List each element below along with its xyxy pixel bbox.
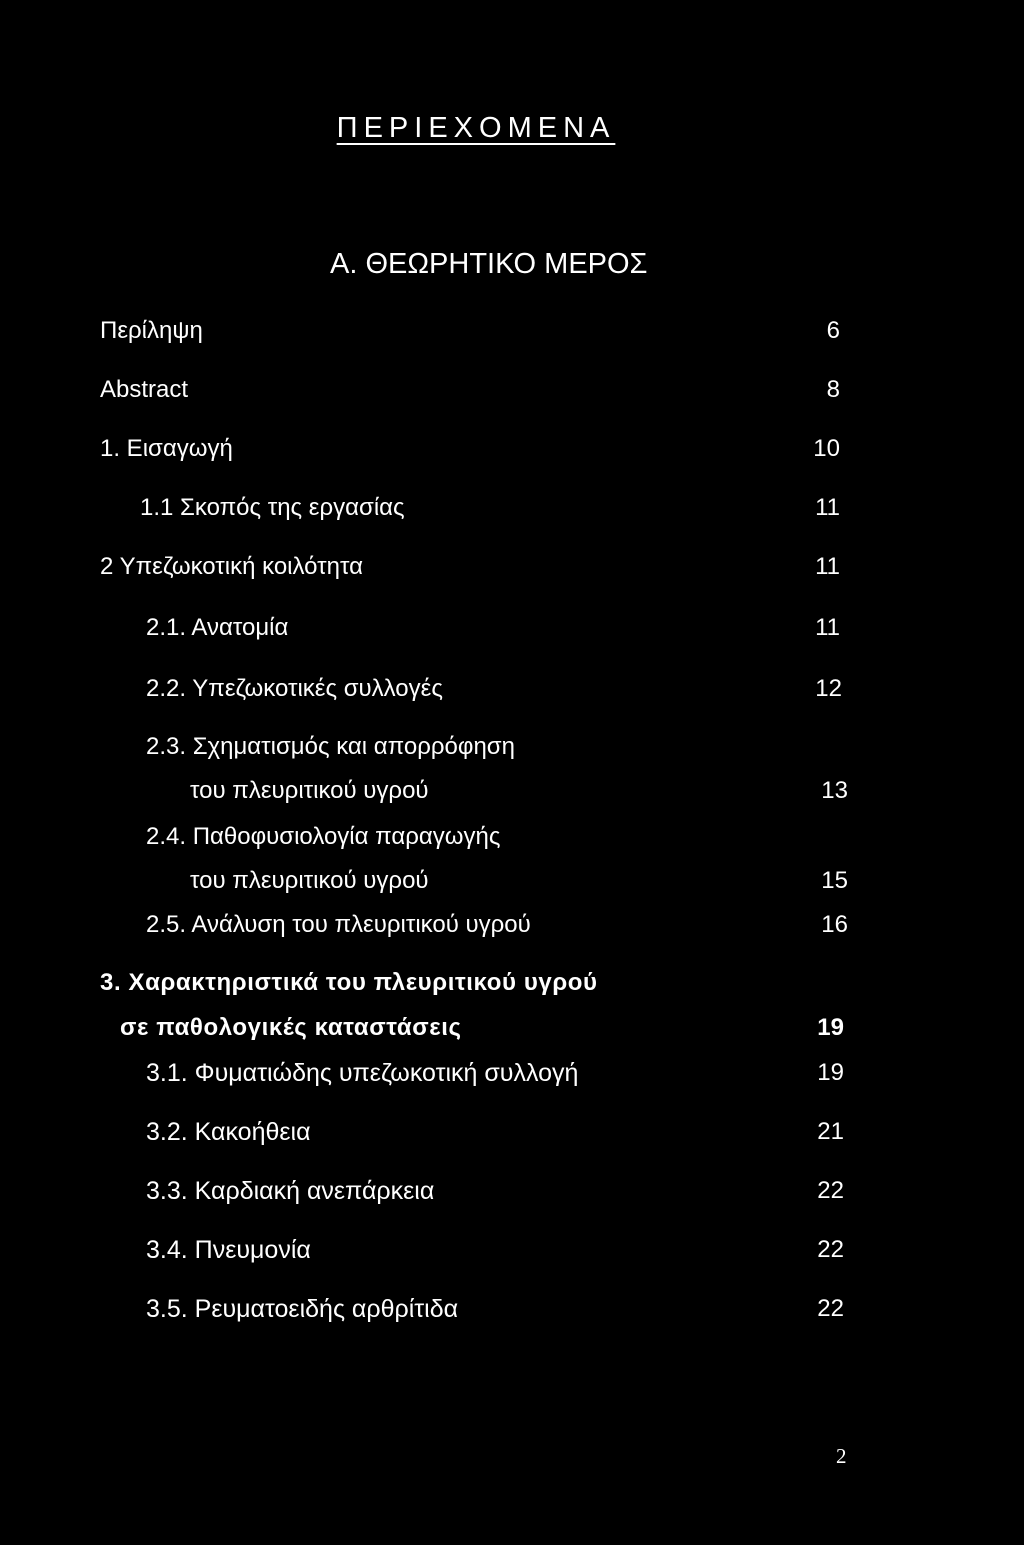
toc-entry-page: 10 [813, 435, 840, 462]
toc-entry-label: 2.5. Ανάλυση του πλευριτικού υγρού [146, 911, 531, 938]
toc-entry [0, 316, 1024, 356]
toc-entry-label: του πλευριτικού υγρού [190, 777, 429, 804]
toc-entry [0, 1176, 1024, 1216]
toc-entry [0, 968, 1024, 1008]
toc-entry-label: 2.3. Σχηματισμός και απορρόφηση [146, 733, 515, 760]
toc-entry [0, 375, 1024, 415]
toc-entry [0, 674, 1024, 714]
toc-entry [0, 1294, 1024, 1334]
toc-entry [0, 732, 1024, 772]
toc-entry-page: 21 [817, 1118, 844, 1145]
toc-entry [0, 866, 1024, 906]
toc-entry-label: Περίληψη [100, 317, 203, 344]
toc-entry-label: 2 Υπεζωκοτική κοιλότητα [100, 553, 363, 580]
toc-entry [0, 1117, 1024, 1157]
toc-entry [0, 776, 1024, 816]
toc-entry-page: 6 [826, 317, 840, 344]
toc-entry-label: 3.2. Κακοήθεια [146, 1118, 311, 1146]
toc-entry-label: 1. Εισαγωγή [100, 435, 233, 462]
toc-entry-page: 22 [817, 1236, 844, 1263]
toc-entry [0, 552, 1024, 592]
page-title: ΠΕΡΙΕΧΟΜΕΝΑ [336, 112, 616, 144]
toc-entry-page: 22 [817, 1177, 844, 1204]
toc-entry [0, 1058, 1024, 1098]
toc-entry [0, 910, 1024, 950]
page-number: 2 [836, 1444, 847, 1468]
toc-entry-label: 2.2. Υπεζωκοτικές συλλογές [146, 675, 443, 702]
toc-entry-label: 1.1 Σκοπός της εργασίας [140, 494, 405, 521]
toc-entry [0, 1013, 1024, 1053]
toc-entry-page: 8 [826, 376, 840, 403]
toc-entry-label: 2.1. Ανατομία [146, 614, 289, 641]
toc-entry-page: 11 [815, 494, 840, 521]
toc-entry-page: 11 [815, 553, 840, 580]
toc-entry-label: 3.5. Ρευματοειδής αρθρίτιδα [146, 1295, 459, 1323]
toc-entry-page: 15 [821, 867, 848, 894]
toc-entry-page: 11 [815, 614, 840, 641]
section-title: Α. ΘΕΩΡΗΤΙΚΟ ΜΕΡΟΣ [330, 248, 648, 280]
toc-entry [0, 822, 1024, 862]
toc-entry-page: 22 [817, 1295, 844, 1322]
toc-entry [0, 434, 1024, 474]
toc-entry-label: 3.4. Πνευμονία [146, 1236, 311, 1264]
toc-entry-label: 3.1. Φυματιώδης υπεζωκοτική συλλογή [146, 1059, 579, 1087]
toc-entry-label: 3. Χαρακτηριστικά του πλευριτικού υγρού [100, 969, 598, 996]
toc-entry-label: του πλευριτικού υγρού [190, 867, 429, 894]
toc-entry-page: 19 [817, 1059, 844, 1086]
toc-entry-label: 2.4. Παθοφυσιολογία παραγωγής [146, 823, 501, 850]
toc-entry [0, 613, 1024, 653]
toc-entry-label: σε παθολογικές καταστάσεις [120, 1014, 462, 1041]
toc-entry-page: 16 [821, 911, 848, 938]
toc-entry [0, 493, 1024, 533]
toc-entry-label: 3.3. Καρδιακή ανεπάρκεια [146, 1177, 435, 1205]
toc-entry-label: Abstract [100, 376, 189, 403]
toc-entry-page: 19 [817, 1014, 844, 1041]
toc-entry-page: 12 [815, 675, 842, 702]
toc-entry-page: 13 [821, 777, 848, 804]
toc-entry [0, 1235, 1024, 1275]
